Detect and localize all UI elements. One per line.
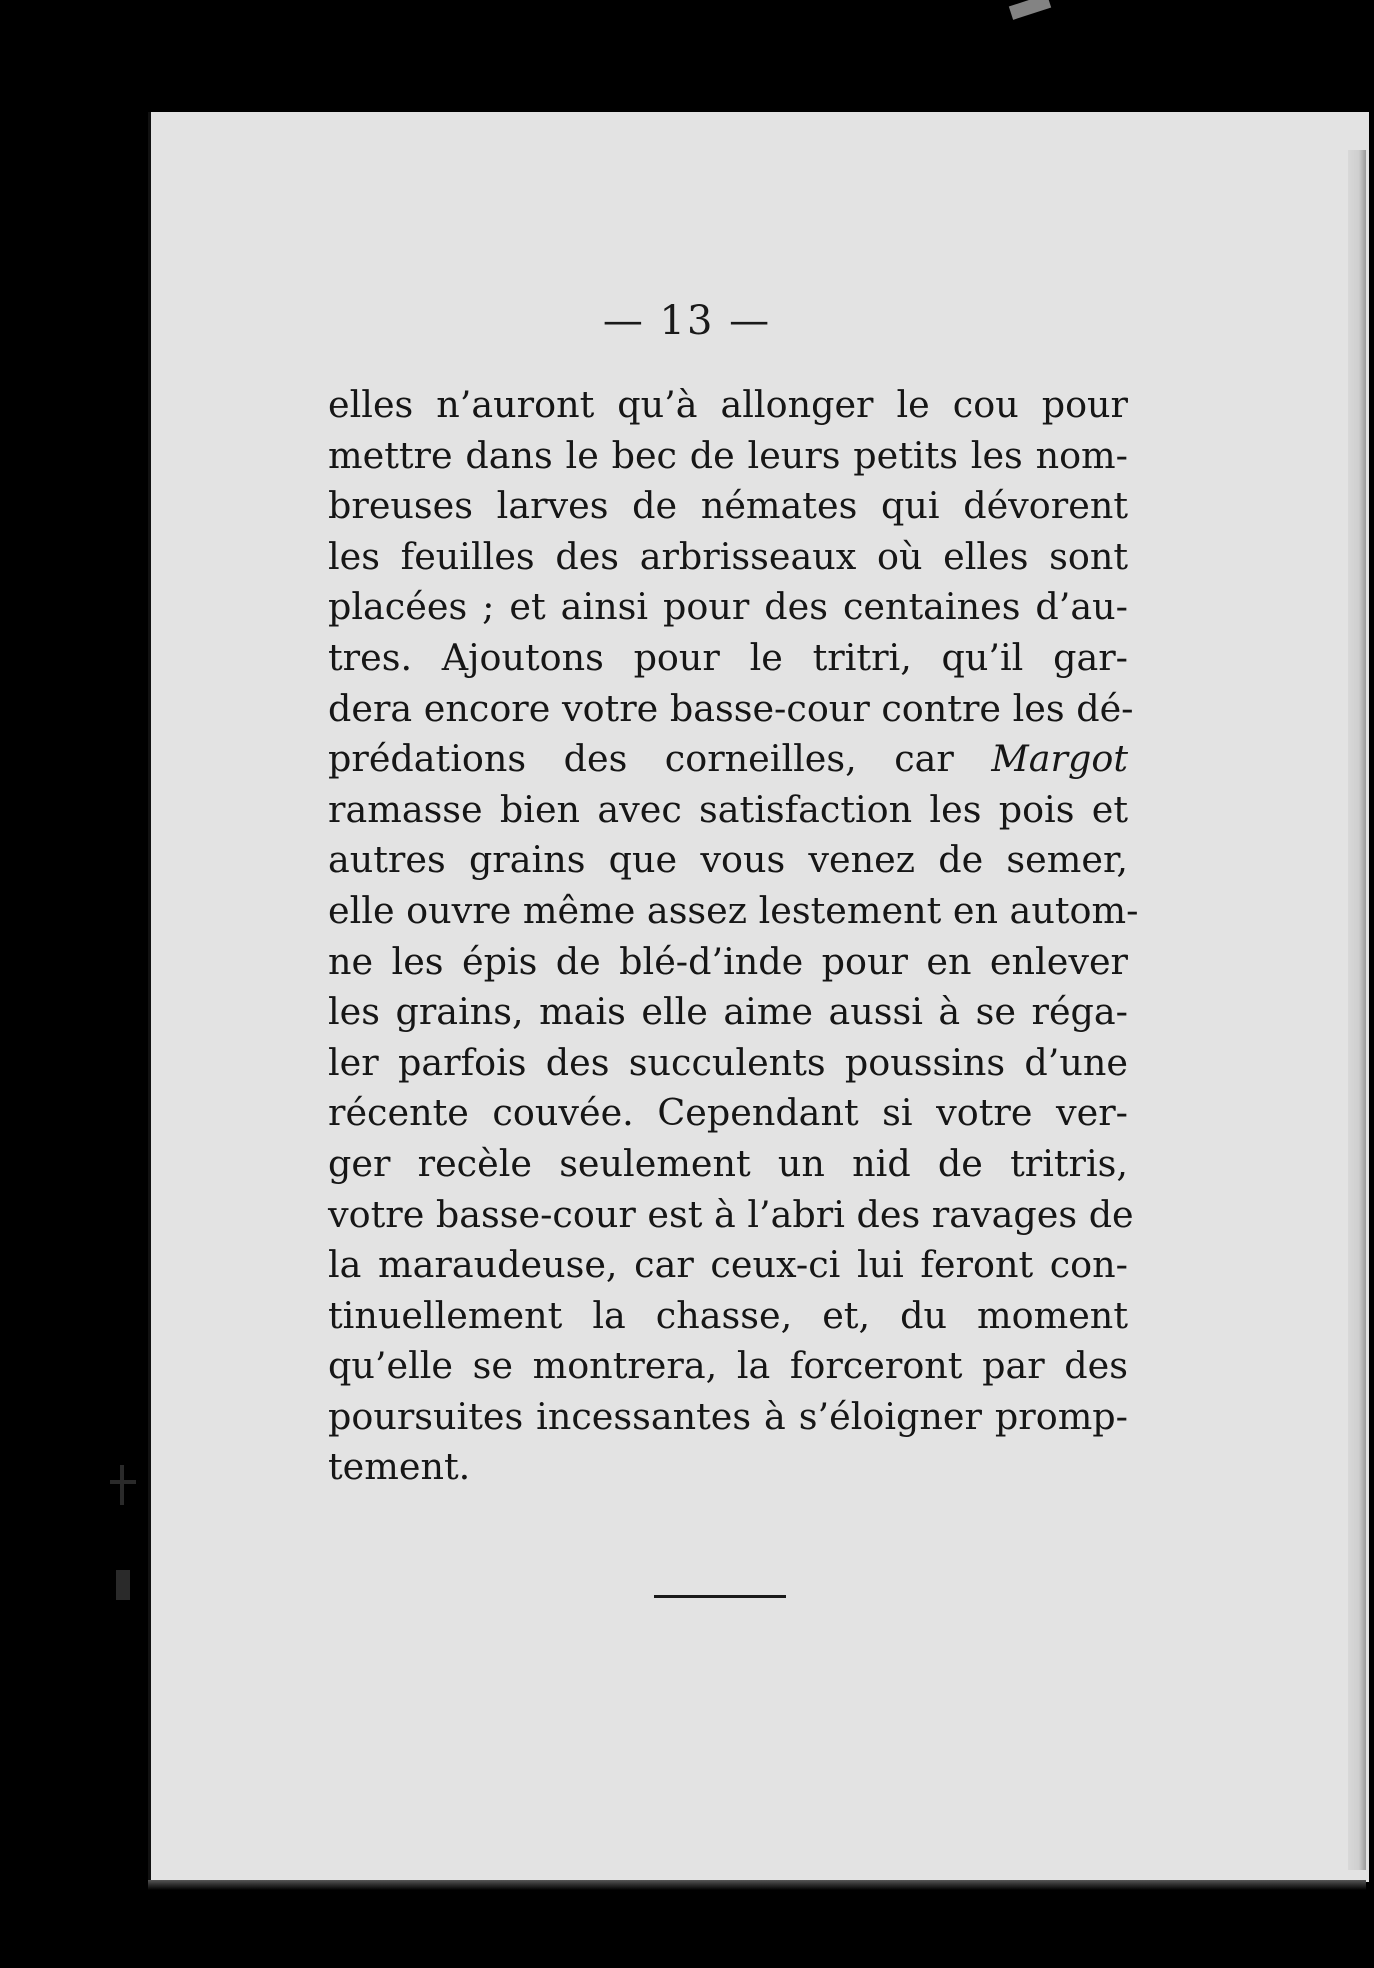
page-number: — 13 — (602, 298, 772, 344)
text-line: poursuites incessantes à s’éloigner promp- (328, 1394, 1128, 1438)
text-line: breuses larves de némates qui dévorent (328, 484, 1128, 528)
text-fragment: prédations des corneilles, car (328, 737, 954, 781)
text-line: ger recèle seulement un nid de tritris, (328, 1141, 1128, 1185)
page-bottom-shadow (148, 1880, 1366, 1890)
page-edge (1348, 150, 1366, 1870)
body-text (328, 380, 1139, 1493)
text-line: ramasse bien avec satisfaction les pois et (328, 787, 1128, 831)
text-line: la maraudeuse, car ceux-ci lui feront con- (328, 1243, 1128, 1287)
text-line: placées ; et ainsi pour des centaines d’au- (328, 585, 1128, 629)
text-line: ler parfois des succulents poussins d’une (328, 1040, 1128, 1084)
text-line-with-italic (328, 734, 1128, 785)
text-line: les feuilles des arbrisseaux où elles sont (328, 534, 1128, 578)
text-line: dera encore votre basse-cour contre les dé- (328, 686, 1134, 730)
text-line: mettre dans le bec de leurs petits les nom- (328, 433, 1128, 477)
text-line: tres. Ajoutons pour le tritri, qu’il gar- (328, 635, 1128, 679)
text-line: elles n’auront qu’à allonger le cou pour (328, 383, 1128, 426)
end-rule (654, 1595, 786, 1598)
italic-name: Margot (991, 737, 1128, 781)
text-line: récente couvée. Cependant si votre ver- (328, 1091, 1128, 1135)
text-line: ne les épis de blé-d’inde pour en enlever (328, 939, 1128, 983)
text-line: autres grains que vous venez de semer, (328, 838, 1128, 882)
text-line: elle ouvre même assez lestement en autom- (328, 888, 1139, 932)
margin-mark (116, 1570, 130, 1600)
text-line: votre basse-cour est à l’abri des ravages de (328, 1192, 1134, 1236)
text-line: tinuellement la chasse, et, du moment (328, 1293, 1128, 1337)
text-line: qu’elle se montrera, la forceront par des (328, 1344, 1128, 1388)
text-line: les grains, mais elle aime aussi à se réga- (328, 990, 1128, 1034)
scan-artifact (1009, 0, 1051, 20)
text-line: tement. (328, 1445, 471, 1489)
margin-mark (120, 1465, 124, 1505)
